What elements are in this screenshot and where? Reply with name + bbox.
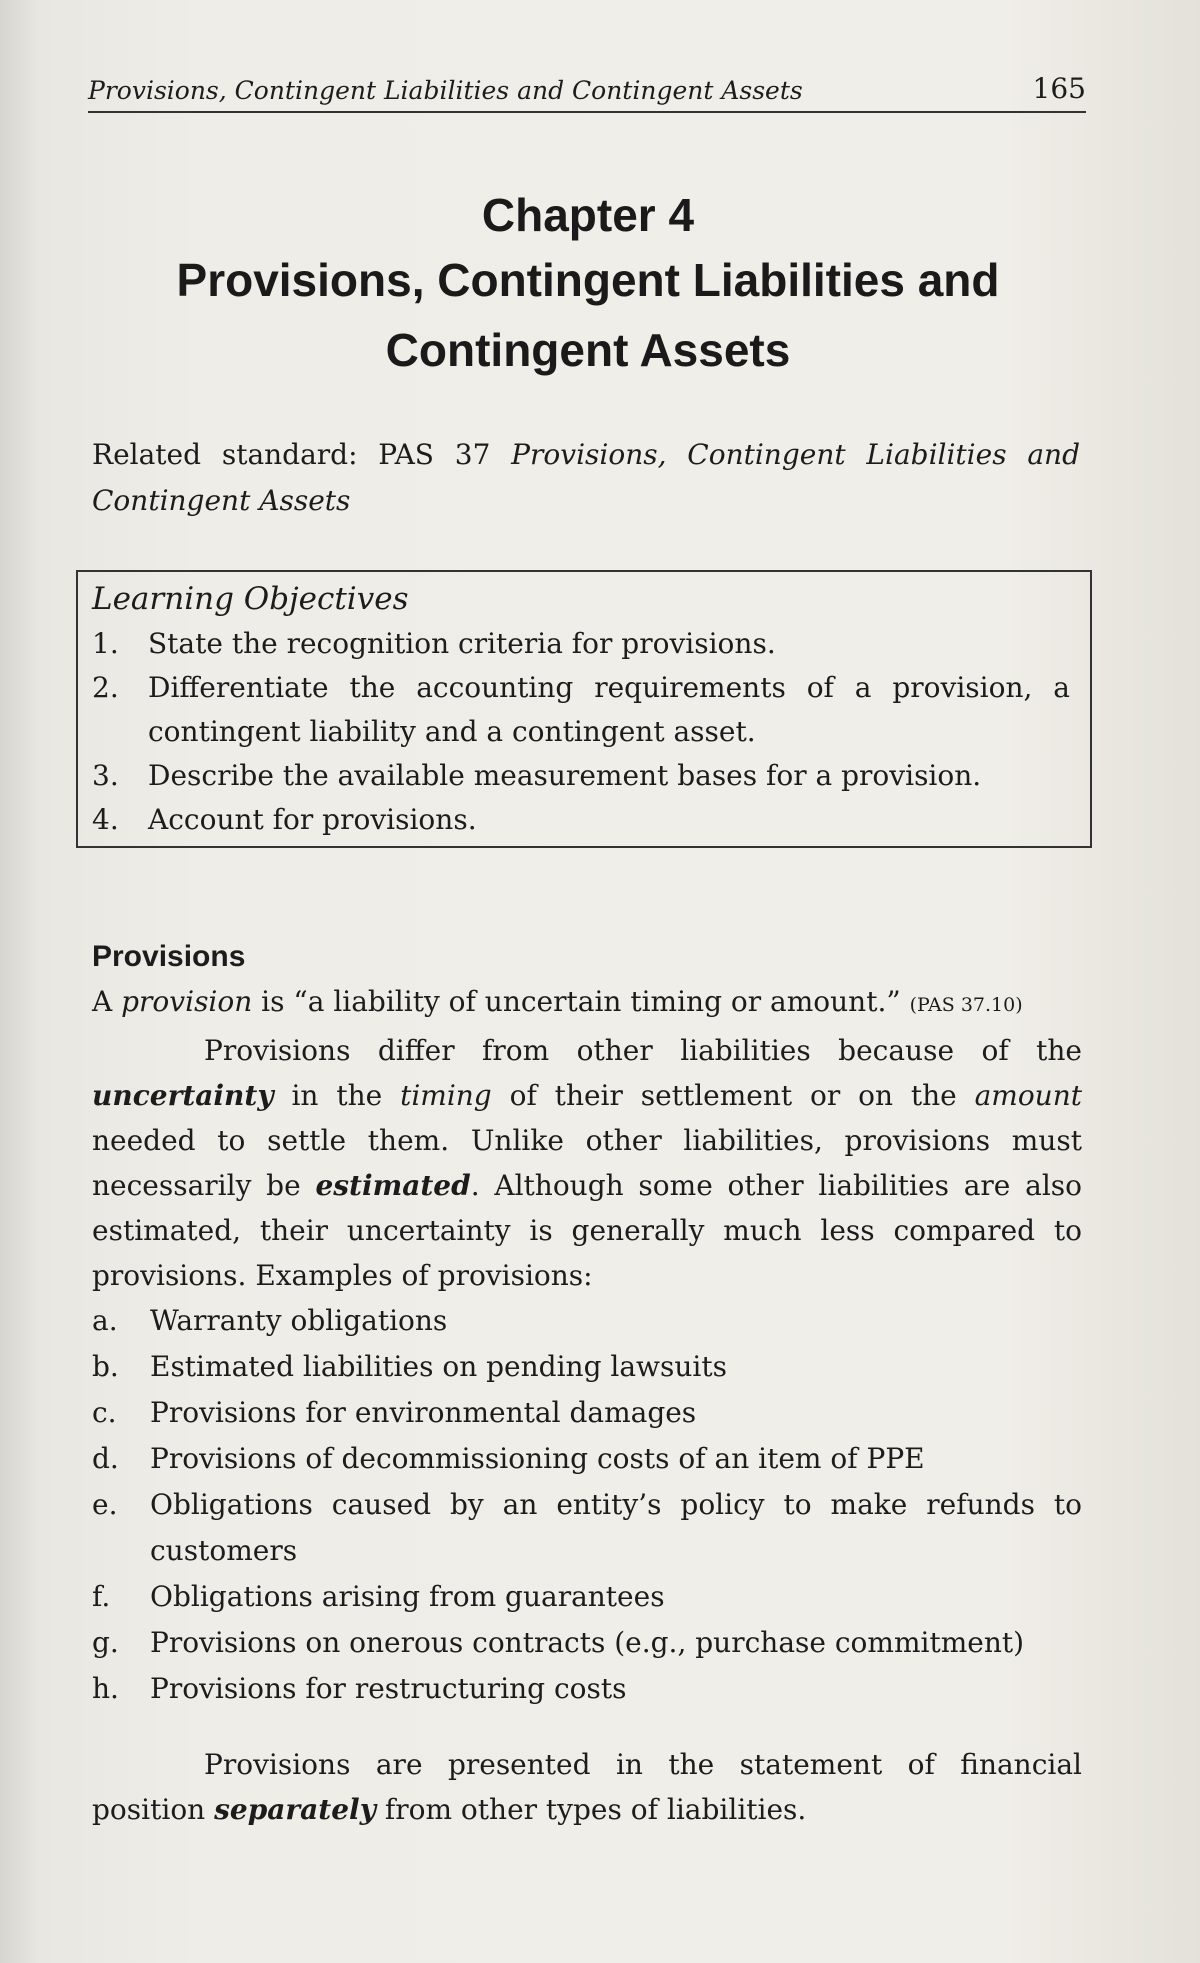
objective-item [92,666,1070,754]
example-letter: d. [92,1442,119,1475]
learning-objectives-heading: Learning Objectives [92,581,409,617]
example-item [92,1620,1082,1666]
emphasis-estimated: estimated [315,1169,471,1202]
section-heading: Provisions [92,940,246,973]
provisions-section [92,935,1082,1832]
example-text: Estimated liabilities on pending lawsuits [150,1350,727,1383]
example-text: Provisions for environmental damages [150,1396,697,1429]
objective-text: Describe the available measurement bases for a provision. [148,759,982,792]
example-text: Warranty obligations [150,1304,448,1337]
learning-objectives-list [92,622,1070,842]
example-item [92,1390,1082,1436]
body-text: Provisions are presented in the statement of financial position [92,1748,1082,1826]
objective-text: State the recognition criteria for provisions. [148,627,776,660]
example-letter: b. [92,1350,119,1383]
example-item [92,1298,1082,1344]
body-text: of their settlement or on the [491,1079,975,1112]
related-standard-title: Provisions, Contingent Liabilities and Contingent Assets [92,438,1081,517]
chapter-title [88,245,1088,385]
chapter-label: Chapter 4 [481,189,695,241]
objective-item [92,754,1070,798]
example-letter: e. [92,1488,118,1521]
objective-number: 2. [92,671,119,704]
body-text: in the [273,1079,401,1112]
closing-paragraph [92,1742,1082,1832]
learning-objectives-box [76,570,1092,848]
objective-number: 4. [92,803,119,836]
body-text: needed to settle them. Unlike other liabilities, provisions must necessarily be [92,1124,1082,1202]
chapter-title-line-2: Contingent Assets [385,324,791,376]
chapter-heading [88,185,1088,385]
emphasis-separately: separately [214,1793,376,1826]
example-letter: h. [92,1672,119,1705]
running-header [88,72,1086,113]
defined-term: provision [121,985,253,1018]
example-letter: a. [92,1304,118,1337]
chapter-title-line-1: Provisions, Contingent Liabilities and [176,254,1000,306]
emphasis-amount: amount [974,1079,1082,1112]
emphasis-uncertainty: uncertainty [92,1079,274,1112]
example-text: Provisions on onerous contracts (e.g., purchase commitment) [150,1626,1025,1659]
objective-item [92,622,1070,666]
example-text: Provisions of decommissioning costs of an item of PPE [150,1442,925,1475]
definition-text: A [92,985,122,1018]
body-text: Provisions differ from other liabilities because of the [204,1034,1082,1067]
related-standard-prefix: Related standard: PAS 37 [92,438,512,471]
objective-item [92,798,1070,842]
example-letter: f. [92,1580,111,1613]
body-text: from other types of liabilities. [375,1793,807,1826]
running-title: Provisions, Contingent Liabilities and Contingent Assets [88,76,803,105]
body-text: . Although some other liabilities are also estimated, their uncertainty is generally much less compared to provisions. Examples of provisions: [92,1169,1082,1292]
related-standard [92,432,1080,524]
source-reference: (PAS 37.10) [909,994,1023,1016]
definition-paragraph [92,979,1082,1028]
body-paragraph [92,1028,1082,1298]
example-letter: g. [92,1626,119,1659]
example-letter: c. [92,1396,117,1429]
example-item [92,1574,1082,1620]
emphasis-timing: timing [400,1079,492,1112]
example-item [92,1344,1082,1390]
example-item [92,1436,1082,1482]
example-text: Obligations arising from guarantees [150,1580,665,1613]
objective-number: 3. [92,759,119,792]
page-number: 165 [1032,72,1086,105]
example-text: Provisions for restructuring costs [150,1672,627,1705]
example-item [92,1666,1082,1712]
example-text: Obligations caused by an entity’s policy to make refunds to customers [150,1488,1082,1567]
objective-number: 1. [92,627,119,660]
examples-list [92,1298,1082,1712]
definition-text: is “a liability of uncertain timing or amount.” [252,985,910,1018]
objective-text: Differentiate the accounting requirements of a provision, a contingent liability and a contingent asset. [148,671,1070,748]
example-item [92,1482,1082,1574]
objective-text: Account for provisions. [148,803,477,836]
